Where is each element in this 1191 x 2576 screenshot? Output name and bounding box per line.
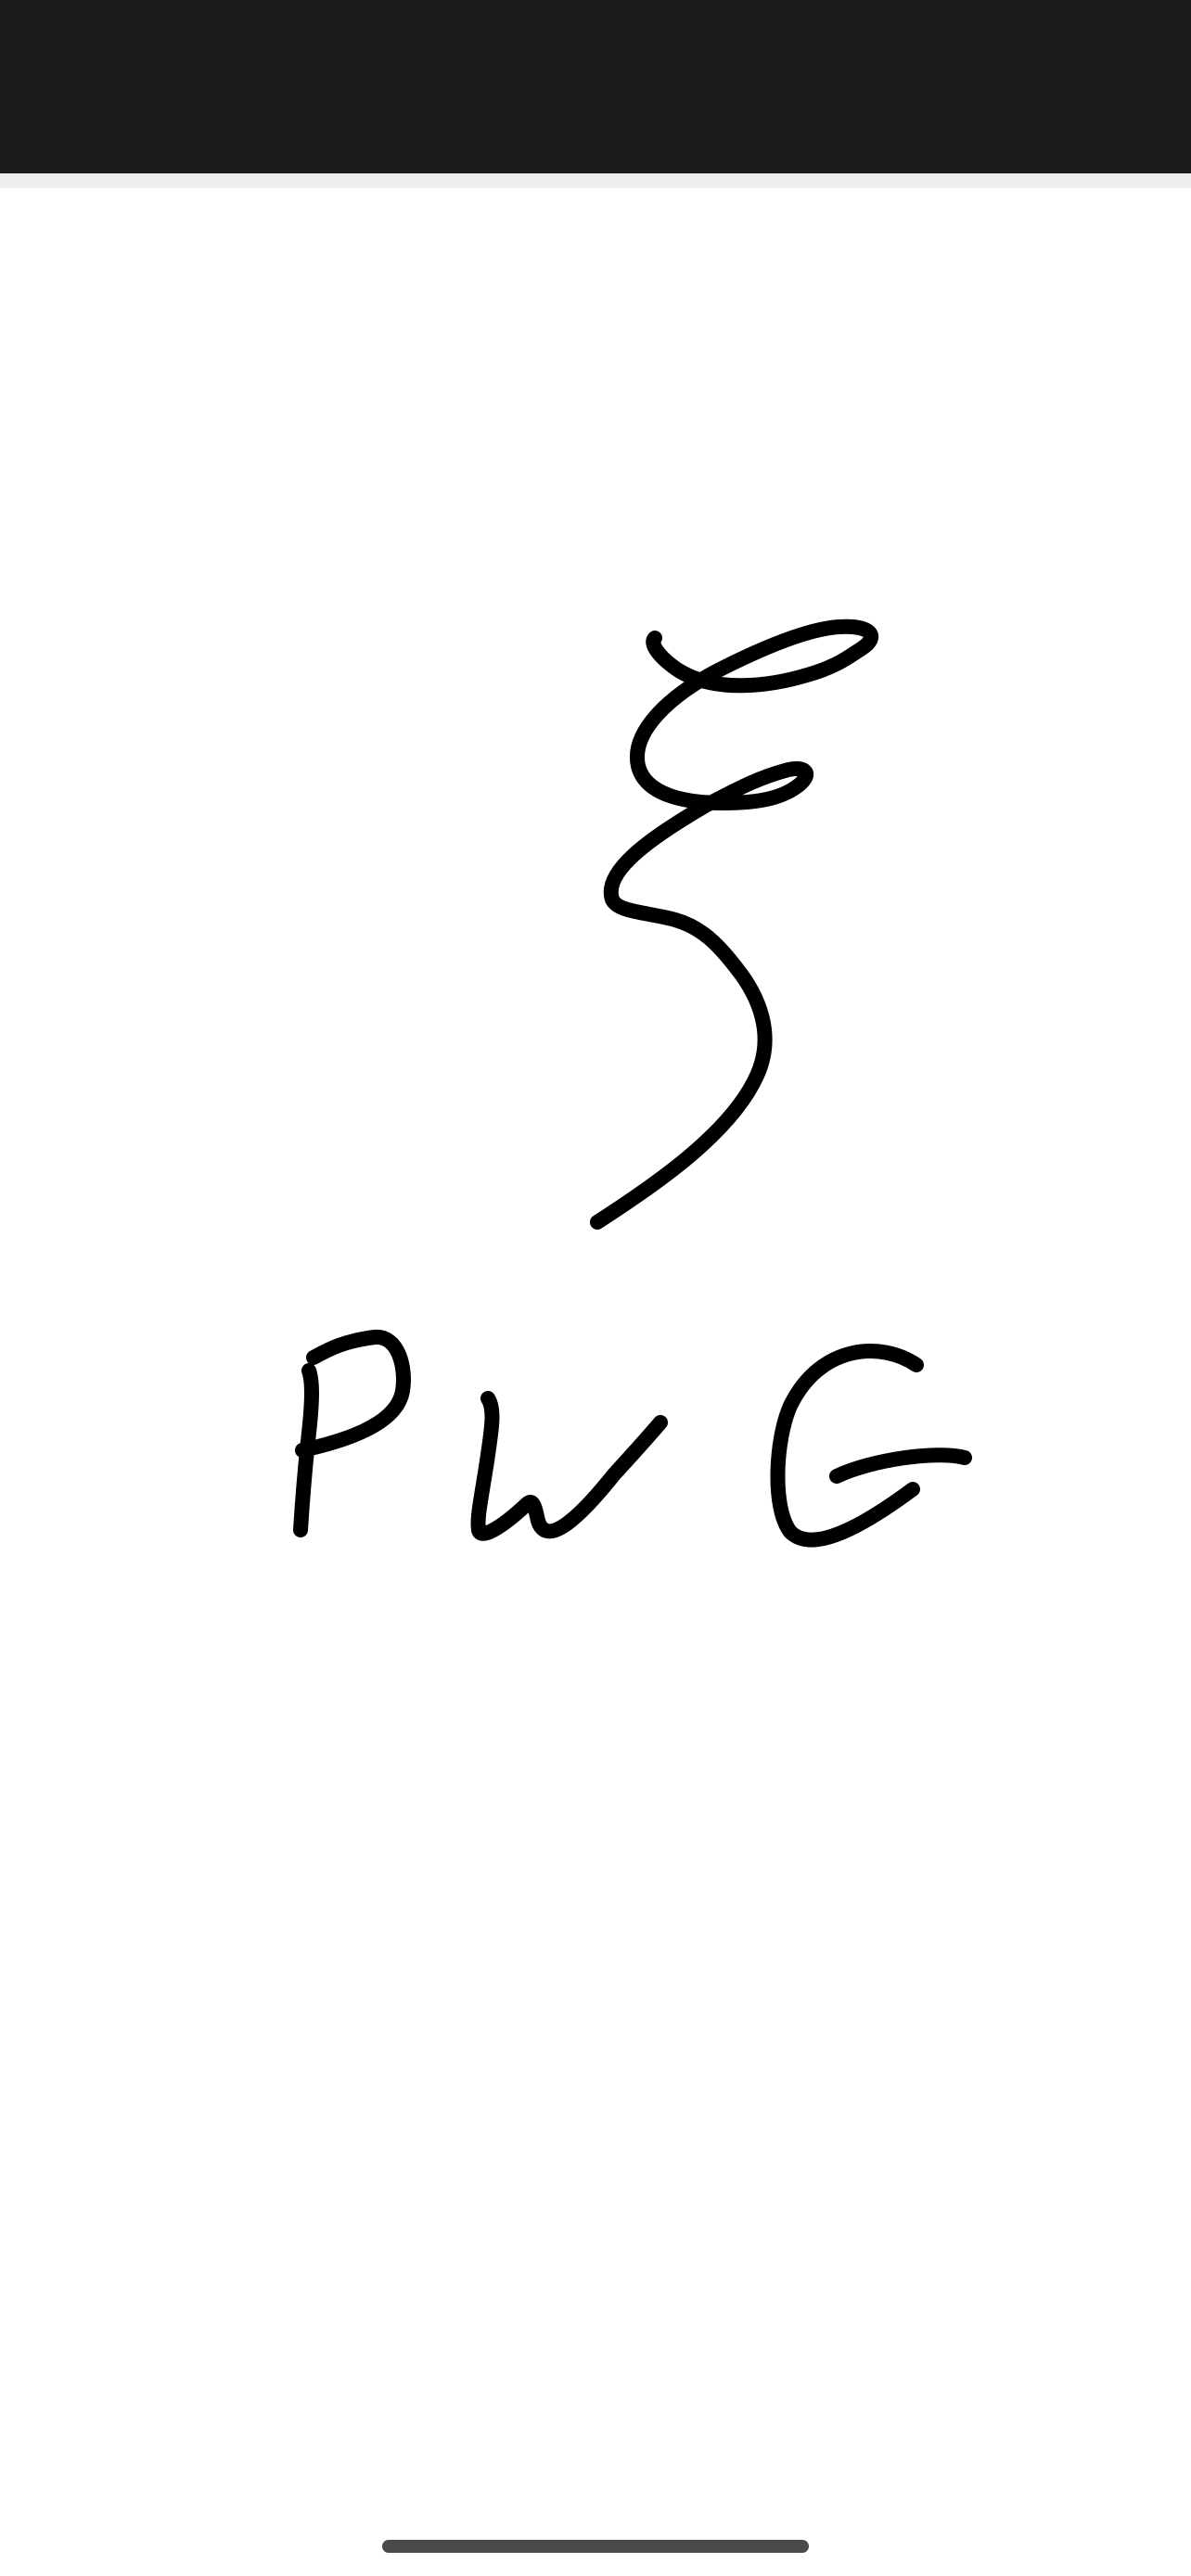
top-divider: [0, 173, 1191, 188]
signature-canvas[interactable]: [0, 188, 1191, 2576]
home-indicator-bar: [382, 2540, 809, 2553]
initial-g-crossbar: [837, 1455, 965, 1476]
initial-w-stroke: [478, 1398, 660, 1534]
signature-flourish-stroke: [597, 627, 871, 1222]
signature-drawing: [0, 188, 1191, 2576]
top-bar: [0, 0, 1191, 173]
initial-g-curve: [777, 1351, 916, 1539]
